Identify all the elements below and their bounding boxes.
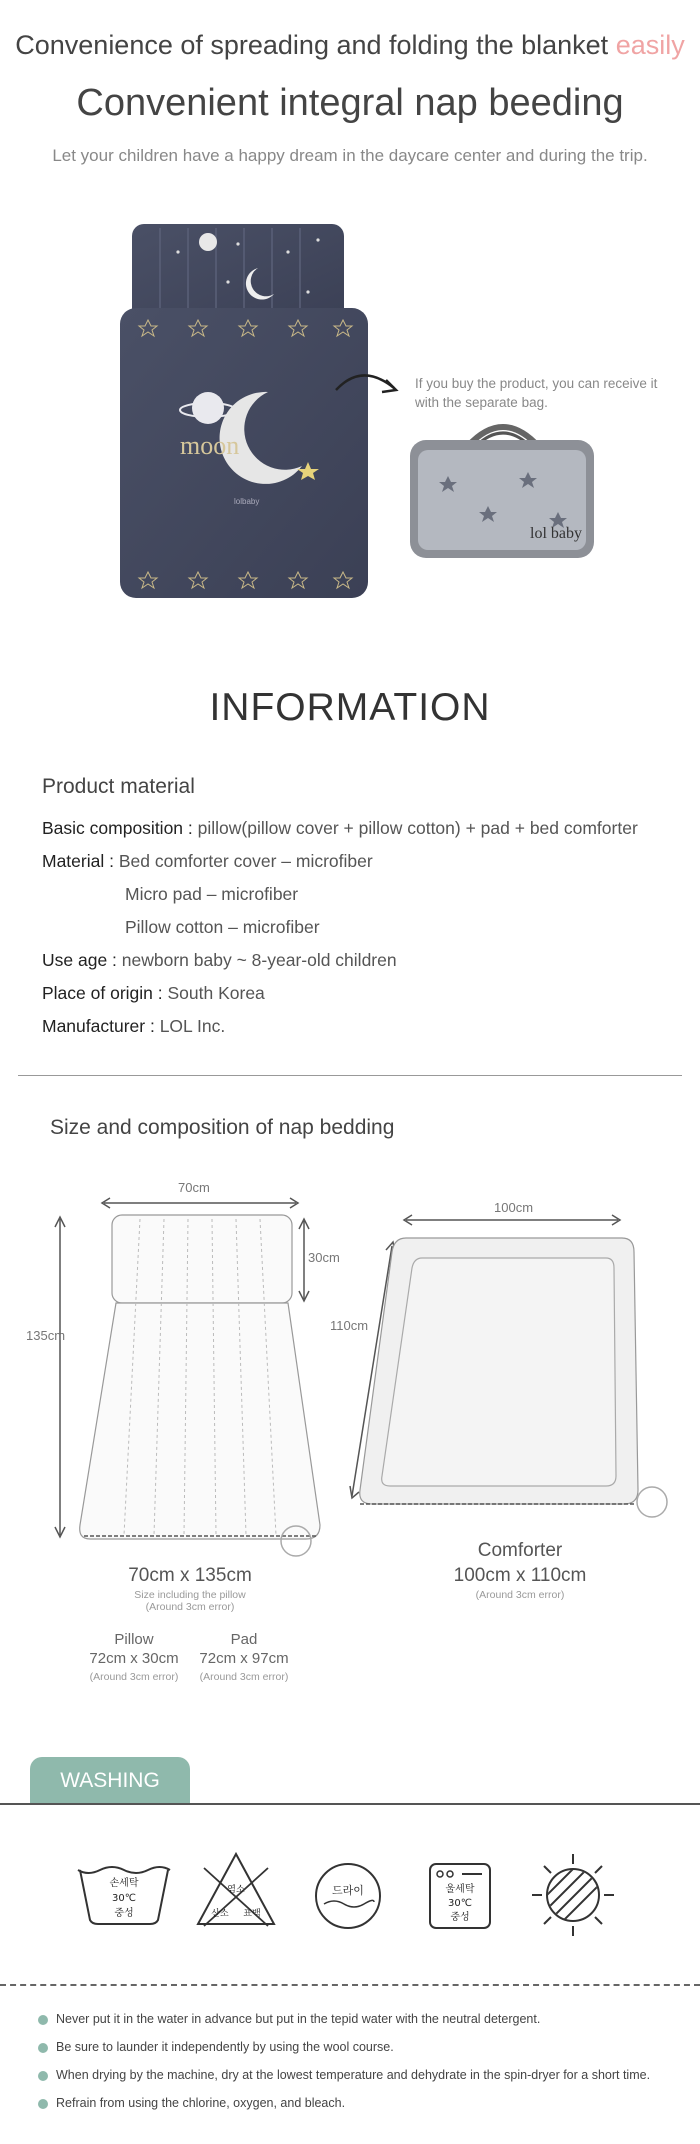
hero-subtitle: Let your children have a happy dream in the daycare center and during the trip. bbox=[52, 146, 648, 165]
info-row-use-age bbox=[42, 950, 397, 971]
comforter-width-label: 100cm bbox=[494, 1200, 534, 1215]
bedding-size-caption: 70cm x 135cm bbox=[128, 1565, 252, 1586]
bullet-dot bbox=[38, 2099, 48, 2109]
bedding-width-label: 70cm bbox=[178, 1180, 210, 1195]
washing-note-3: When drying by the machine, dry at the lowest temperature and dehydrate in the spin-dryer for a short time. bbox=[56, 2068, 651, 2082]
info-row-pillow-cotton: Pillow cotton – microfiber bbox=[125, 917, 320, 937]
bag-logo: lol baby bbox=[530, 525, 582, 542]
washing-divider bbox=[0, 1803, 700, 1805]
blanket-print-brand: lolbaby bbox=[234, 497, 260, 506]
info-value: pillow(pillow cover + pillow cotton) + pad + bed comforter bbox=[197, 818, 638, 838]
info-value: Bed comforter cover – microfiber bbox=[118, 851, 373, 871]
size-section-title: Size and composition of nap bedding bbox=[50, 1116, 395, 1139]
washing-note-1: Never put it in the water in advance but put in the tepid water with the neutral detergent. bbox=[56, 2012, 541, 2026]
hand-wash-type: 손세탁 bbox=[109, 1878, 139, 1889]
notes-dashed-divider bbox=[0, 1984, 700, 1986]
bedding-size-note: Size including the pillow bbox=[134, 1589, 246, 1601]
washing-note-4: Refrain from using the chlorine, oxygen, and bleach. bbox=[56, 2096, 346, 2110]
pad-error: (Around 3cm error) bbox=[199, 1671, 289, 1683]
comforter-size-caption: 100cm x 110cm bbox=[453, 1565, 587, 1586]
comforter-name: Comforter bbox=[477, 1540, 563, 1561]
washing-tab: WASHING bbox=[30, 1757, 190, 1803]
info-label: Manufacturer : bbox=[42, 1016, 155, 1036]
bullet-dot bbox=[38, 2043, 48, 2053]
info-row-material bbox=[42, 851, 373, 872]
pillow-height-label: 30cm bbox=[308, 1250, 340, 1265]
info-row-manufacturer bbox=[42, 1016, 225, 1037]
information-title: INFORMATION bbox=[209, 686, 491, 729]
machine-wash-icon bbox=[426, 1860, 494, 1932]
nap-bedding-photo bbox=[118, 222, 374, 602]
bleach-oxygen: 산소 bbox=[211, 1909, 229, 1919]
washing-note-2: Be sure to launder it independently by using the wool course. bbox=[56, 2040, 394, 2054]
bleach-label: 표백 bbox=[243, 1909, 261, 1919]
curved-arrow-icon bbox=[332, 362, 402, 408]
hand-wash-detergent: 중성 bbox=[114, 1908, 134, 1919]
pad-spec bbox=[184, 1630, 304, 1687]
bedding-height-label: 135cm bbox=[26, 1328, 66, 1343]
bag-note: If you buy the product, you can receive it with the separate bag. bbox=[415, 376, 658, 410]
hand-wash-icon bbox=[76, 1862, 172, 1928]
pillow-error: (Around 3cm error) bbox=[89, 1671, 179, 1683]
machine-wash-type: 울세탁 bbox=[445, 1884, 475, 1895]
info-label: Place of origin : bbox=[42, 983, 163, 1003]
comforter-size-diagram bbox=[336, 1200, 676, 1530]
info-value: newborn baby ~ 8-year-old children bbox=[121, 950, 397, 970]
dry-clean-label: 드라이 bbox=[332, 1884, 364, 1897]
product-material-heading: Product material bbox=[42, 775, 195, 798]
bullet-dot bbox=[38, 2071, 48, 2081]
hero-tagline-accent: easily bbox=[615, 30, 685, 60]
hero-tagline bbox=[0, 30, 700, 61]
info-value: South Korea bbox=[167, 983, 265, 1003]
info-row-micro-pad: Micro pad – microfiber bbox=[125, 884, 299, 904]
no-sun-drying-icon bbox=[530, 1852, 616, 1938]
machine-wash-detergent: 중성 bbox=[450, 1912, 470, 1923]
info-label: Material : bbox=[42, 851, 114, 871]
comforter-height-label: 110cm bbox=[330, 1318, 369, 1333]
dry-clean-icon bbox=[312, 1860, 384, 1932]
hero-title: Convenient integral nap beeding bbox=[76, 82, 624, 124]
pad-name: Pad bbox=[230, 1631, 258, 1648]
info-label: Basic composition : bbox=[42, 818, 193, 838]
hero-tagline-text: Convenience of spreading and folding the blanket bbox=[15, 30, 609, 60]
bedding-size-diagram bbox=[40, 1195, 340, 1575]
pillow-name: Pillow bbox=[114, 1631, 154, 1648]
info-row-composition bbox=[42, 818, 638, 839]
bedding-size-error: (Around 3cm error) bbox=[145, 1601, 235, 1613]
info-label: Use age : bbox=[42, 950, 117, 970]
pillow-size: 72cm x 30cm bbox=[89, 1650, 179, 1667]
comforter-size-error: (Around 3cm error) bbox=[475, 1589, 565, 1601]
pad-size: 72cm x 97cm bbox=[199, 1650, 289, 1667]
bullet-dot bbox=[38, 2015, 48, 2025]
info-row-origin bbox=[42, 983, 265, 1004]
carry-bag-photo bbox=[408, 416, 598, 562]
machine-wash-temp: 30℃ bbox=[448, 1898, 472, 1909]
info-value: LOL Inc. bbox=[159, 1016, 226, 1036]
blanket-print-moon: moon bbox=[180, 431, 240, 460]
pillow-spec bbox=[74, 1630, 194, 1687]
no-bleach-icon bbox=[194, 1850, 278, 1930]
hand-wash-temp: 30℃ bbox=[112, 1893, 136, 1904]
section-divider bbox=[18, 1075, 682, 1076]
bleach-chlorine: 염소 bbox=[227, 1885, 245, 1895]
